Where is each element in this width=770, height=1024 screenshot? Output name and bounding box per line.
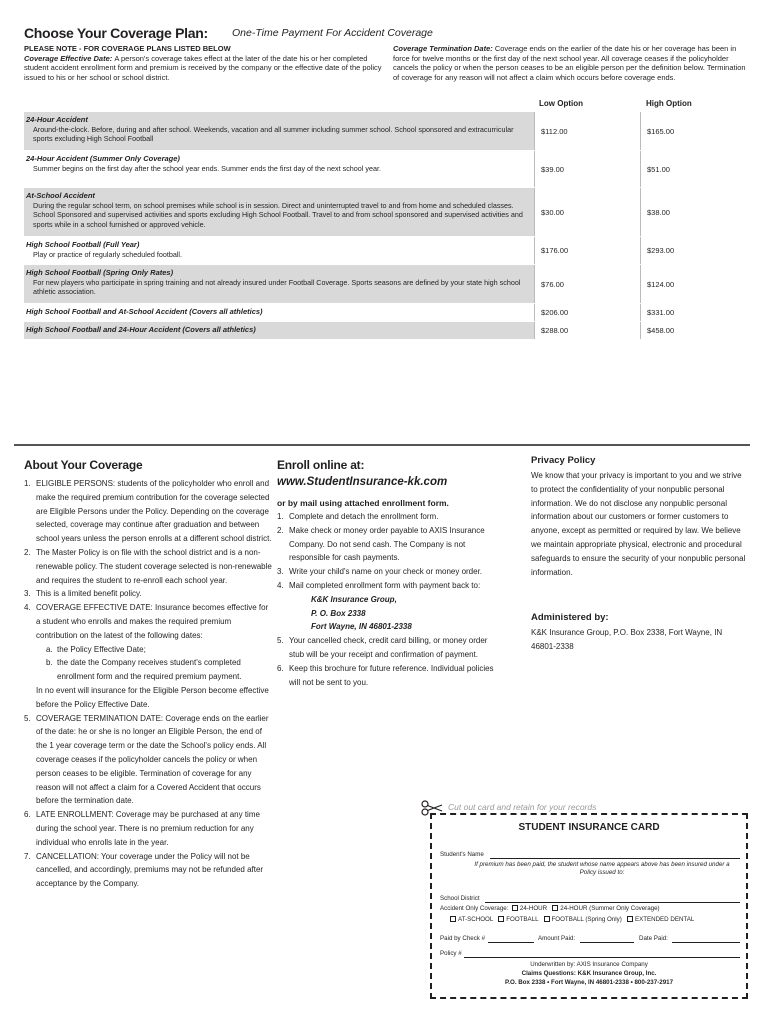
- accident-only-label: Accident Only Coverage:: [440, 905, 509, 912]
- card-insured-note: If premium has been paid, the student whose name appears above has been insured under a Policy issued to:: [474, 861, 730, 876]
- item-text: LATE ENROLLMENT: Coverage may be purchased at any time during the school year. There is no premium reduction for any individual who enrolls late in the year.: [36, 810, 260, 847]
- table-row: [24, 322, 748, 340]
- amount-paid-label: Amount Paid:: [538, 935, 576, 942]
- termination-date-text: Coverage ends on the earlier of the date his or her coverage has been in force for twelve months or the first day of the next school year. All coverage ceases if the policyholder cancels the policy or when the person ceases to be an eligible person per the definition below. Termination of coverage for any reason will not affect a claim which occurs before coverage ends.: [393, 44, 746, 82]
- section-divider: [14, 444, 750, 446]
- school-district-field[interactable]: [485, 902, 740, 903]
- sub-item-letter: b.: [46, 658, 53, 668]
- administered-by-title: Administered by:: [531, 612, 609, 623]
- list-item: [277, 634, 497, 662]
- list-item: [24, 546, 274, 587]
- item-text: CANCELLATION: Your coverage under the Policy will not be cancelled, and accordingly, premiums may not be refunded after acceptance by the Company.: [36, 851, 264, 889]
- list-item: [24, 477, 274, 546]
- student-name-label: Student's Name: [440, 851, 484, 858]
- sub-list-item: [46, 656, 274, 684]
- sub-list-item: [46, 643, 274, 657]
- cut-out-instruction: Cut out card and retain for your records: [448, 802, 597, 812]
- list-item: [24, 712, 274, 809]
- item-number: 7.: [24, 851, 31, 861]
- item-number: 3.: [24, 589, 31, 599]
- address-line: P. O. Box 2338: [311, 608, 366, 618]
- list-item: [24, 601, 274, 711]
- sub-item-letter: a.: [46, 644, 53, 654]
- low-option-price: $39.00: [534, 151, 640, 187]
- table-row: [24, 188, 748, 237]
- high-option-price: $331.00: [640, 304, 748, 321]
- accident-coverage-options: [440, 905, 660, 912]
- enroll-mail-heading: or by mail using attached enrollment form.: [277, 498, 449, 508]
- plan-name: At-School Accident: [26, 191, 95, 200]
- step-text: Mail completed enrollment form with payment back to:: [289, 580, 481, 590]
- policy-number-label: Policy #: [440, 950, 462, 957]
- low-option-price: $206.00: [534, 304, 640, 321]
- checkbox-football-spring[interactable]: [544, 916, 550, 922]
- list-item: [24, 850, 274, 891]
- col-high-option: High Option: [646, 99, 692, 108]
- privacy-policy-text: We know that your privacy is important to you and we strive to protect the confidentiality of your nonpublic personal information. We do not disclose any nonpublic personal information about our customers or former customers to anyone, except as permitted or required by law. We believe we maintain appropriate physical, electronic and procedural safeguards to ensure the security of your nonpublic personal information.: [531, 471, 746, 577]
- plan-description: Play or practice of regularly scheduled football.: [33, 249, 183, 259]
- checkbox-extended-dental[interactable]: [627, 916, 633, 922]
- page-heading: [24, 25, 754, 43]
- step-text: Your cancelled check, credit card billing, or money order stub will be your receipt and confirmation of payment.: [289, 636, 488, 659]
- step-text: Complete and detach the enrollment form.: [289, 512, 439, 521]
- mailing-address: [289, 593, 497, 634]
- step-number: 4.: [277, 580, 284, 590]
- list-item: [277, 662, 497, 690]
- col-low-option: Low Option: [539, 99, 583, 108]
- high-option-price: $458.00: [640, 322, 748, 339]
- option-label: FOOTBALL (Spring Only): [551, 916, 622, 923]
- coverage-effective-note: [24, 44, 394, 82]
- termination-date-label: Coverage Termination Date:: [393, 44, 493, 53]
- effective-date-text: A person's coverage takes effect at the later of the date his or her completed student accident enrollment form and premium is received by the company or the effective date of the policy issued to his or her school or school district.: [24, 53, 382, 82]
- student-insurance-card: [430, 813, 748, 999]
- plan-name: High School Football and 24-Hour Accident (Covers all athletics): [26, 325, 256, 334]
- step-text: Make check or money order payable to AXIS Insurance Company. Do not send cash. The Company is not responsible for cash payments.: [289, 525, 485, 563]
- checkbox-at-school[interactable]: [450, 916, 456, 922]
- checkbox-football[interactable]: [498, 916, 504, 922]
- coverage-termination-note: [393, 44, 753, 82]
- item-number: 4.: [24, 603, 31, 613]
- plan-name: High School Football (Full Year): [26, 240, 140, 249]
- claims-contact: P.O. Box 2338 • Fort Wayne, IN 46801-2338 • 800-237-2917: [504, 979, 674, 986]
- option-label: 24-HOUR: [519, 905, 548, 912]
- table-row: [24, 237, 748, 265]
- plan-description: Around-the-clock. Before, during and after school. Weekends, vacation and all summer including summer school. School sponsored and extracurricular sports excluding High School Football: [33, 124, 514, 143]
- plan-name: High School Football and At-School Accident (Covers all athletics): [26, 307, 263, 316]
- table-header: [24, 96, 748, 112]
- claims-questions: Claims Questions: K&K Insurance Group, Inc.: [521, 970, 657, 977]
- plan-name: 24-Hour Accident: [26, 115, 88, 124]
- high-option-price: $38.00: [640, 188, 748, 236]
- policy-number-field[interactable]: [464, 957, 740, 958]
- card-title: STUDENT INSURANCE CARD: [518, 822, 660, 833]
- option-label: AT-SCHOOL: [458, 916, 494, 923]
- paid-by-check-label: Paid by Check #: [440, 935, 486, 942]
- sub-item-text: the date the Company receives student's completed enrollment form and the required premium payment.: [57, 658, 242, 682]
- item-number: 1.: [24, 479, 31, 488]
- low-option-price: $288.00: [534, 322, 640, 339]
- step-text: Keep this brochure for future reference. Individual policies will not be sent to you.: [289, 663, 494, 687]
- underwritten-by: Underwritten by: AXIS Insurance Company: [530, 961, 648, 968]
- option-label: FOOTBALL: [506, 916, 539, 923]
- step-number: 2.: [277, 525, 284, 535]
- enroll-title: Enroll online at:: [277, 458, 365, 472]
- option-label: 24-HOUR (Summer Only Coverage): [560, 905, 660, 912]
- high-option-price: $293.00: [640, 237, 748, 264]
- item-text: This is a limited benefit policy.: [36, 589, 142, 599]
- option-label: EXTENDED DENTAL: [634, 916, 695, 923]
- about-coverage-section: [24, 458, 274, 891]
- low-option-price: $76.00: [534, 265, 640, 303]
- high-option-price: $51.00: [640, 151, 748, 187]
- page-subtitle: One-Time Payment For Accident Coverage: [232, 27, 433, 39]
- date-paid-label: Date Paid:: [639, 935, 668, 942]
- enroll-website-link[interactable]: www.StudentInsurance-kk.com: [277, 476, 448, 488]
- sub-item-text: the Policy Effective Date;: [57, 644, 146, 654]
- address-line: K&K Insurance Group,: [311, 594, 397, 604]
- amount-paid-field[interactable]: [580, 942, 634, 943]
- administered-by-text: K&K Insurance Group, P.O. Box 2338, Fort Wayne, IN 46801-2338: [531, 628, 723, 651]
- list-item: [277, 524, 497, 565]
- low-option-price: $176.00: [534, 237, 640, 264]
- high-option-price: $124.00: [640, 265, 748, 303]
- item-note: In no event will insurance for the Eligible Person become effective before the Policy Effective Date.: [36, 685, 269, 709]
- item-number: 2.: [24, 547, 31, 557]
- list-item: [277, 565, 497, 579]
- checkbox-24-hour-summer[interactable]: [552, 905, 558, 911]
- item-number: 5.: [24, 713, 31, 723]
- coverage-plan-table: [24, 96, 748, 340]
- plan-name: 24-Hour Accident (Summer Only Coverage): [26, 154, 180, 163]
- page-title: Choose Your Coverage Plan:: [24, 25, 208, 41]
- item-text: ELIGIBLE PERSONS: students of the policyholder who enroll and make the required premium contribution for the coverage selected are Eligible Persons under the Policy. Depending on the coverage selected, coverage may continue after graduation and between school years unless the person enrolls at a different school district.: [36, 479, 272, 544]
- list-item: [277, 579, 497, 634]
- item-number: 6.: [24, 810, 31, 820]
- privacy-policy-section: [531, 455, 749, 579]
- step-number: 1.: [277, 512, 284, 521]
- sport-coverage-options: [450, 916, 694, 923]
- item-text: The Master Policy is on file with the school district and is a non-renewable policy. The student coverage selected is non-renewable and requires the student to re-enroll each school year.: [36, 547, 272, 585]
- step-number: 5.: [277, 636, 284, 646]
- plan-description: For new players who participate in spring training and not already insured under Football Coverage. Sports seasons are defined by your state high school athletic association.: [33, 277, 521, 296]
- step-number: 6.: [277, 663, 284, 673]
- plan-description: Summer begins on the first day after the school year ends. Summer ends the first day of the next school year.: [33, 163, 381, 173]
- check-number-field[interactable]: [488, 942, 534, 943]
- address-line: Fort Wayne, IN 46801-2338: [311, 622, 412, 632]
- table-row: [24, 304, 748, 322]
- privacy-policy-title: Privacy Policy: [531, 455, 596, 466]
- list-item: [277, 510, 497, 524]
- table-row: [24, 151, 748, 188]
- enroll-steps-list: [277, 510, 497, 689]
- about-coverage-title: About Your Coverage: [24, 458, 143, 472]
- item-text: COVERAGE TERMINATION DATE: Coverage ends on the earlier of the date: he or she is no longer an Eligible Person, the end of the 1 year coverage term or the date the School's policy ends. All coverage ceases if the policyholder cancels the policy or when person ceases to be eligible. Termination of coverage for any reason will not affect a claim for a Covered Accident that occurs before the termination date.: [36, 713, 269, 806]
- please-note-heading: PLEASE NOTE - FOR COVERAGE PLANS LISTED BELOW: [24, 44, 231, 53]
- low-option-price: $30.00: [534, 188, 640, 236]
- effective-date-label: Coverage Effective Date:: [24, 53, 113, 63]
- high-option-price: $165.00: [640, 112, 748, 150]
- low-option-price: $112.00: [534, 112, 640, 150]
- step-text: Write your child's name on your check or money order.: [289, 567, 483, 577]
- table-row: [24, 265, 748, 304]
- plan-description: During the regular school term, on school premises while school is in session. Direct and uninterrupted travel to and from home and scheduled classes. School Sponsored and supervised activities and sports excluding High School Football. Travel to and from school sponsored and supervised activities and sports while in a school furnished or approved vehicle.: [33, 200, 523, 229]
- enroll-section: [277, 458, 497, 689]
- school-district-label: School District: [440, 895, 480, 902]
- plan-name: High School Football (Spring Only Rates): [26, 268, 174, 277]
- student-name-field[interactable]: [490, 858, 740, 859]
- list-item: [24, 587, 274, 601]
- step-number: 3.: [277, 567, 284, 577]
- table-row: [24, 112, 748, 151]
- item-text: COVERAGE EFFECTIVE DATE: Insurance becomes effective for a student who enrolls and makes the required premium contribution on the latest of the following dates:: [36, 603, 269, 640]
- administered-by-section: [531, 612, 749, 654]
- checkbox-24-hour[interactable]: [512, 905, 518, 911]
- list-item: [24, 808, 274, 849]
- sub-list: [36, 643, 274, 684]
- date-paid-field[interactable]: [672, 942, 740, 943]
- about-coverage-list: [24, 477, 274, 891]
